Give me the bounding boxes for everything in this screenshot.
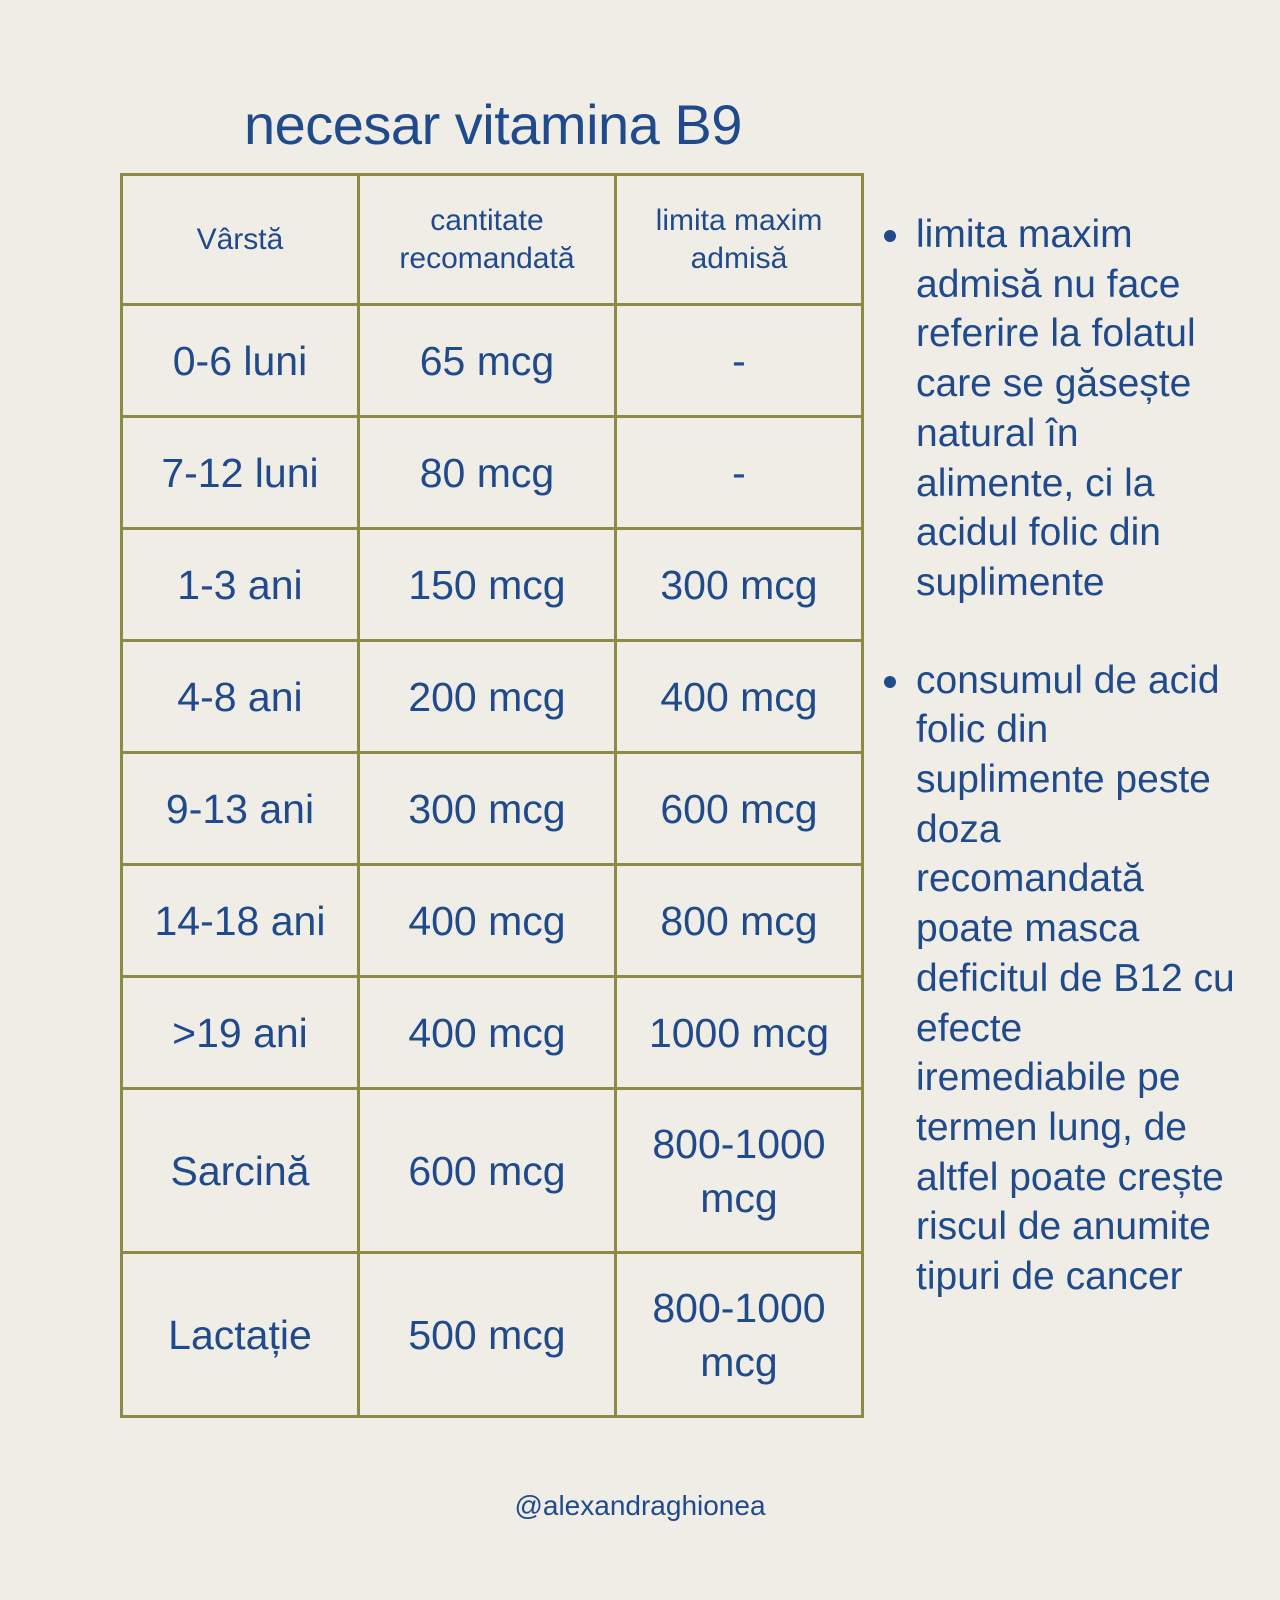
table-row (122, 529, 863, 641)
cell-recommended: 65 mcg (358, 305, 615, 417)
cell-age: 0-6 luni (122, 305, 359, 417)
header-age: Vârstă (122, 175, 359, 305)
cell-recommended: 500 mcg (358, 1253, 615, 1417)
header-recommended: cantitate recomandată (358, 175, 615, 305)
note-text: consumul de acid folic din suplimente peste doza recomandată poate masca deficitul de B12 cu efecte iremediabile pe termen lung, de altfel poate crește riscul de anumite tipuri de cancer (916, 658, 1235, 1299)
cell-age: 7-12 luni (122, 417, 359, 529)
bullet-icon (884, 230, 896, 242)
table-row (122, 753, 863, 865)
cell-max-limit: 400 mcg (615, 641, 862, 753)
cell-recommended: 150 mcg (358, 529, 615, 641)
page-title: necesar vitamina B9 (244, 93, 742, 156)
table-row (122, 417, 863, 529)
author-handle: @alexandraghionea (514, 1490, 766, 1521)
cell-recommended: 400 mcg (358, 977, 615, 1089)
cell-recommended: 80 mcg (358, 417, 615, 529)
cell-age: >19 ani (122, 977, 359, 1089)
notes-list (878, 210, 1238, 1302)
note-item (878, 656, 1238, 1302)
table-row (122, 1253, 863, 1417)
cell-age: Sarcină (122, 1089, 359, 1253)
cell-max-limit: - (615, 305, 862, 417)
cell-max-limit: 1000 mcg (615, 977, 862, 1089)
bullet-icon (884, 676, 896, 688)
table-header-row (122, 175, 863, 305)
table-row (122, 305, 863, 417)
table-row (122, 865, 863, 977)
vitamin-b9-table (120, 173, 864, 1418)
cell-max-limit: 300 mcg (615, 529, 862, 641)
table-row (122, 1089, 863, 1253)
note-item (878, 210, 1238, 608)
cell-max-limit: - (615, 417, 862, 529)
header-max-limit: limita maxim admisă (615, 175, 862, 305)
cell-recommended: 600 mcg (358, 1089, 615, 1253)
cell-max-limit: 600 mcg (615, 753, 862, 865)
cell-recommended: 300 mcg (358, 753, 615, 865)
table-row (122, 641, 863, 753)
cell-max-limit: 800 mcg (615, 865, 862, 977)
note-text: limita maxim admisă nu face referire la folatul care se găsește natural în alimente, ci la acidul folic din suplimente (916, 213, 1196, 604)
cell-age: 4-8 ani (122, 641, 359, 753)
cell-age: 14-18 ani (122, 865, 359, 977)
cell-recommended: 400 mcg (358, 865, 615, 977)
cell-max-limit: 800-1000 mcg (615, 1253, 862, 1417)
cell-recommended: 200 mcg (358, 641, 615, 753)
cell-age: Lactație (122, 1253, 359, 1417)
cell-age: 1-3 ani (122, 529, 359, 641)
table-row (122, 977, 863, 1089)
cell-max-limit: 800-1000 mcg (615, 1089, 862, 1253)
cell-age: 9-13 ani (122, 753, 359, 865)
